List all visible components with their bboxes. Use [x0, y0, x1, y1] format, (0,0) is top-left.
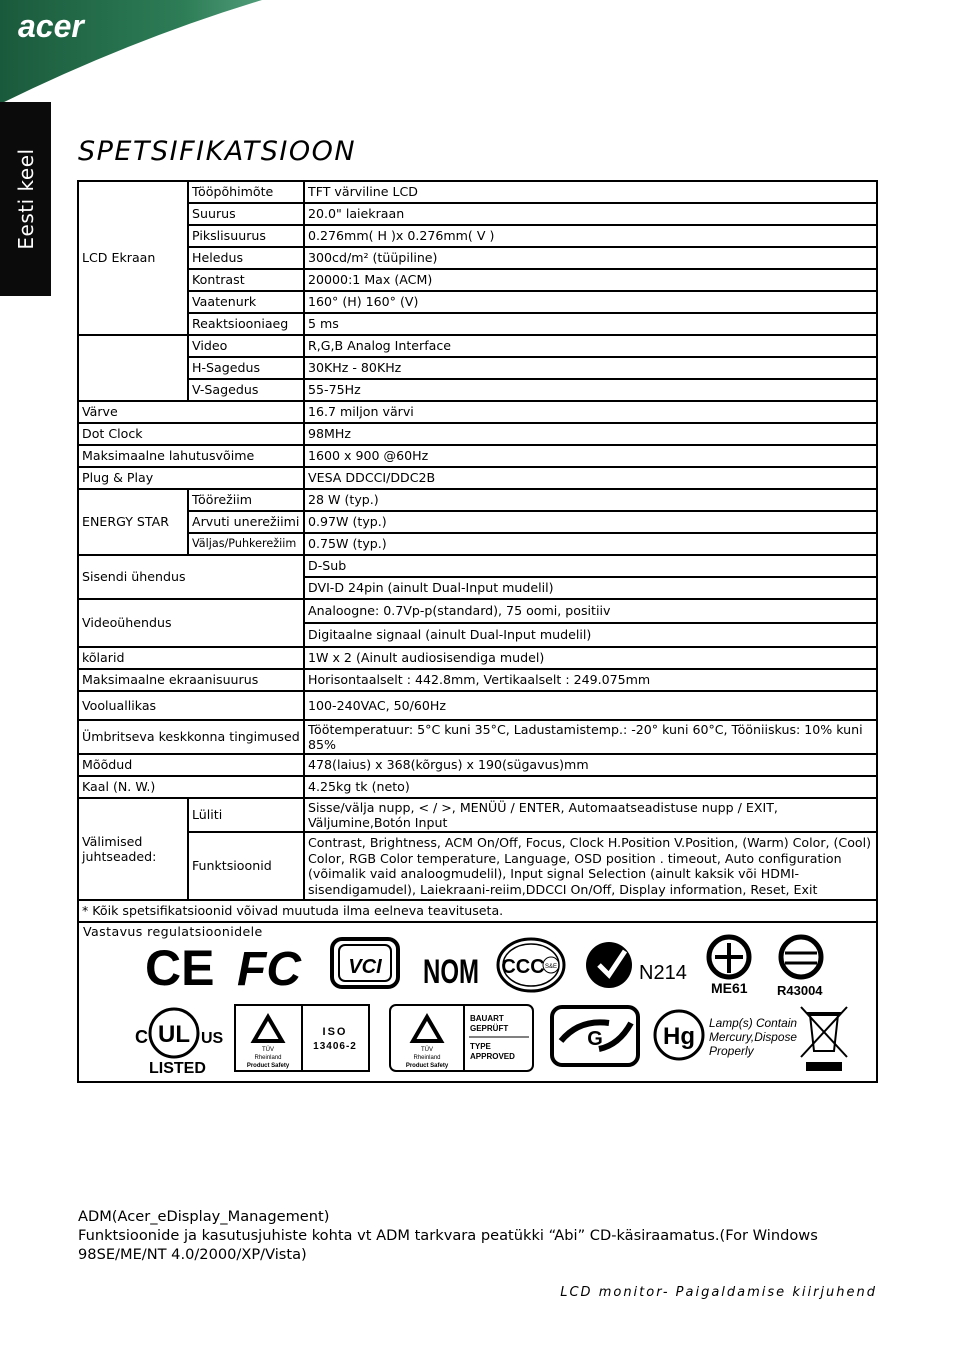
row-value: TFT värviline LCD: [304, 181, 877, 203]
table-row: [78, 291, 877, 313]
table-row: [78, 467, 877, 489]
lamp-mercury-notice: [709, 1016, 797, 1058]
row-value: 478(laius) x 368(kõrgus) x 190(sügavus)mm: [304, 754, 877, 776]
svg-text:ISO: ISO: [322, 1026, 348, 1038]
table-row: [78, 720, 877, 754]
table-row: [78, 335, 877, 357]
table-row: [78, 669, 877, 691]
row-value: Horisontaalselt : 442.8mm, Vertikaalselt : 249.075mm: [304, 669, 877, 691]
ccc-mark-icon: [498, 939, 564, 991]
row-value: Analoogne: 0.7Vp-p(standard), 75 oomi, positiiv: [304, 599, 877, 623]
table-row: [78, 423, 877, 445]
g-mark-icon: [552, 1007, 638, 1065]
row-label: Kaal (N. W.): [78, 776, 304, 798]
table-row: [78, 247, 877, 269]
svg-text:Rheinland: Rheinland: [254, 1055, 282, 1061]
table-row: [78, 313, 877, 335]
adm-note-title: ADM(Acer_eDisplay_Management): [78, 1208, 330, 1225]
svg-text:US: US: [201, 1030, 224, 1047]
row-label: kõlarid: [78, 647, 304, 669]
adm-note: [78, 1207, 868, 1264]
fcc-mark-icon: [237, 943, 302, 996]
row-value: R,G,B Analog Interface: [304, 335, 877, 357]
row-value: 16.7 miljon värvi: [304, 401, 877, 423]
svg-text:TÜV: TÜV: [421, 1047, 433, 1053]
adm-note-text: Funktsioonide ja kasutusjuhiste kohta vt ADM tarkvara peatükki “Abi” CD-käsiraamatus.(For Windows 98SE/ME/NT 4.0/2000/XP/Vista): [78, 1227, 818, 1263]
tuv-bauart-mark-icon: [390, 1005, 533, 1071]
nom-mark-icon: [422, 941, 480, 991]
svg-text:BAUART: BAUART: [470, 1014, 504, 1023]
gost-r-mark-icon: [777, 937, 823, 998]
row-value: 4.25kg tk (neto): [304, 776, 877, 798]
svg-text:TÜV: TÜV: [262, 1047, 274, 1053]
row-label: Suurus: [188, 203, 304, 225]
c-tick-mark-icon: [586, 942, 687, 988]
svg-text:C: C: [135, 1027, 148, 1047]
table-row: [78, 533, 877, 555]
ce-mark-icon: [145, 940, 214, 996]
table-row: [78, 798, 877, 832]
row-value: 0.97W (typ.): [304, 511, 877, 533]
svg-text:UL: UL: [158, 1021, 190, 1048]
row-label: Vooluallikas: [78, 691, 304, 720]
svg-text:NOM: NOM: [423, 953, 479, 991]
row-label: Kontrast: [188, 269, 304, 291]
table-row: [78, 181, 877, 203]
table-row: [78, 379, 877, 401]
row-value: 160° (H) 160° (V): [304, 291, 877, 313]
row-value: D-Sub: [304, 555, 877, 577]
group-label: ENERGY STAR: [78, 489, 188, 555]
regulatory-logos: [79, 923, 876, 1081]
row-value: 100-240VAC, 50/60Hz: [304, 691, 877, 720]
svg-text:Hg: Hg: [663, 1023, 695, 1050]
svg-text:Properly: Properly: [709, 1044, 754, 1058]
svg-text:VCI: VCI: [348, 956, 382, 978]
language-label: Eesti keel: [13, 148, 38, 250]
table-row: [78, 776, 877, 798]
svg-text:N214: N214: [639, 962, 687, 984]
svg-text:Mercury,Dispose: Mercury,Dispose: [709, 1030, 798, 1044]
row-value: 1600 x 900 @60Hz: [304, 445, 877, 467]
row-value: 0.75W (typ.): [304, 533, 877, 555]
row-label: Video: [188, 335, 304, 357]
table-row: [78, 203, 877, 225]
svg-text:CCC: CCC: [501, 956, 545, 978]
table-row: [78, 555, 877, 577]
table-row: [78, 691, 877, 720]
row-label: Ümbritseva keskkonna tingimused: [78, 720, 304, 754]
svg-text:CE: CE: [145, 940, 215, 996]
row-value: Sisse/välja nupp, < / >, MENÜÜ / ENTER, Automaatseadistuse nupp / EXIT, Väljumine,Botón Input: [304, 798, 877, 832]
page-footer: LCD monitor- Paigaldamise kiirjuhend: [560, 1285, 877, 1300]
row-label: Pikslisuurus: [188, 225, 304, 247]
row-label: Reaktsiooniaeg: [188, 313, 304, 335]
svg-text:LISTED: LISTED: [149, 1060, 206, 1077]
row-value: 1W x 2 (Ainult audiosisendiga mudel): [304, 647, 877, 669]
svg-text:G: G: [587, 1028, 603, 1050]
row-label: Vaatenurk: [188, 291, 304, 313]
row-label: Maksimaalne lahutusvõime: [78, 445, 304, 467]
vcci-mark-icon: [332, 939, 398, 987]
row-label: Värve: [78, 401, 304, 423]
table-row: [78, 489, 877, 511]
row-value: 5 ms: [304, 313, 877, 335]
row-label: Plug & Play: [78, 467, 304, 489]
row-label: Dot Clock: [78, 423, 304, 445]
table-row: [78, 754, 877, 776]
acer-logo: acer: [18, 8, 84, 44]
row-label: Heledus: [188, 247, 304, 269]
group-label: LCD Ekraan: [78, 181, 188, 335]
svg-text:Lamp(s) Contain: Lamp(s) Contain: [709, 1016, 798, 1030]
svg-text:TYPE: TYPE: [470, 1042, 491, 1051]
row-label: Videoühendus: [78, 599, 304, 647]
group-label-empty: [78, 335, 188, 401]
svg-text:Product Safety: Product Safety: [405, 1063, 449, 1069]
row-label: Mõõdud: [78, 754, 304, 776]
regulatory-cell: [78, 922, 877, 1082]
row-value: Contrast, Brightness, ACM On/Off, Focus, Clock H.Position V.Position, (Warm) Color, (Cool) Color, RGB Color temperature, Language, OSD position . timeout, Auto configuration (võimalik vaid analoogmudelil), Input signal Selection (ainult kaksik või HDMI-sisendigamudel), Laiekraani-reiim,DDCCI On/Off, Display information, Reset, Exit: [304, 832, 877, 900]
row-label: Töörežiim: [188, 489, 304, 511]
row-label: Tööpõhimõte: [188, 181, 304, 203]
svg-text:13406-2: 13406-2: [313, 1041, 357, 1052]
regulatory-label: Vastavus regulatsioonidele: [83, 924, 263, 939]
svg-text:FC: FC: [237, 943, 301, 996]
row-value: 300cd/m² (tüüpiline): [304, 247, 877, 269]
spec-table: [77, 180, 878, 1083]
table-row: [78, 832, 877, 900]
row-value: 98MHz: [304, 423, 877, 445]
table-row: [78, 445, 877, 467]
row-label: Funktsioonid: [188, 832, 304, 900]
table-row: [78, 225, 877, 247]
row-label: Arvuti unerežiimi: [188, 511, 304, 533]
svg-text:ME61: ME61: [711, 980, 748, 996]
header-banner: [0, 0, 954, 110]
row-label: Lüliti: [188, 798, 304, 832]
row-value: 28 W (typ.): [304, 489, 877, 511]
svg-text:Rheinland: Rheinland: [413, 1055, 441, 1061]
row-value: 0.276mm( H )x 0.276mm( V ): [304, 225, 877, 247]
row-value: 20.0" laiekraan: [304, 203, 877, 225]
table-row: [78, 900, 877, 922]
row-value: 30KHz - 80KHz: [304, 357, 877, 379]
table-row: [78, 401, 877, 423]
svg-text:S&E: S&E: [544, 964, 558, 970]
row-label: Väljas/Puhkerežiim: [188, 533, 304, 555]
svg-text:APPROVED: APPROVED: [470, 1052, 515, 1061]
table-row: [78, 922, 877, 1082]
row-value: 20000:1 Max (ACM): [304, 269, 877, 291]
disclaimer: * Kõik spetsifikatsioonid võivad muutuda ilma eelneva teavituseta.: [78, 900, 877, 922]
row-value: Töötemperatuur: 5°C kuni 35°C, Ladustamistemp.: -20° kuni 60°C, Tööniiskus: 10% kuni 85%: [304, 720, 877, 754]
row-label: Sisendi ühendus: [78, 555, 304, 599]
row-label: H-Sagedus: [188, 357, 304, 379]
mercury-hg-icon: [655, 1011, 703, 1059]
row-label: Maksimaalne ekraanisuurus: [78, 669, 304, 691]
svg-text:Product Safety: Product Safety: [246, 1063, 290, 1069]
row-value: 55-75Hz: [304, 379, 877, 401]
row-label: V-Sagedus: [188, 379, 304, 401]
row-value: DVI-D 24pin (ainult Dual-Input mudelil): [304, 577, 877, 599]
tuv-iso-mark-icon: [235, 1005, 369, 1071]
row-value: VESA DDCCI/DDC2B: [304, 467, 877, 489]
table-row: [78, 599, 877, 623]
svg-text:R43004: R43004: [777, 983, 823, 998]
table-row: [78, 511, 877, 533]
svg-text:GEPRÜFT: GEPRÜFT: [470, 1024, 509, 1033]
page-title: SPETSIFIKATSIOON: [78, 136, 357, 167]
table-row: [78, 269, 877, 291]
table-row: [78, 357, 877, 379]
group-label: Välimised juhtseaded:: [78, 798, 188, 900]
gost-pct-mark-icon: [709, 937, 749, 996]
weee-crossed-bin-icon: [801, 1007, 847, 1071]
language-side-tab: [0, 102, 51, 296]
row-value: Digitaalne signaal (ainult Dual-Input mudelil): [304, 623, 877, 647]
table-row: [78, 647, 877, 669]
ul-listed-mark-icon: [135, 1009, 224, 1077]
